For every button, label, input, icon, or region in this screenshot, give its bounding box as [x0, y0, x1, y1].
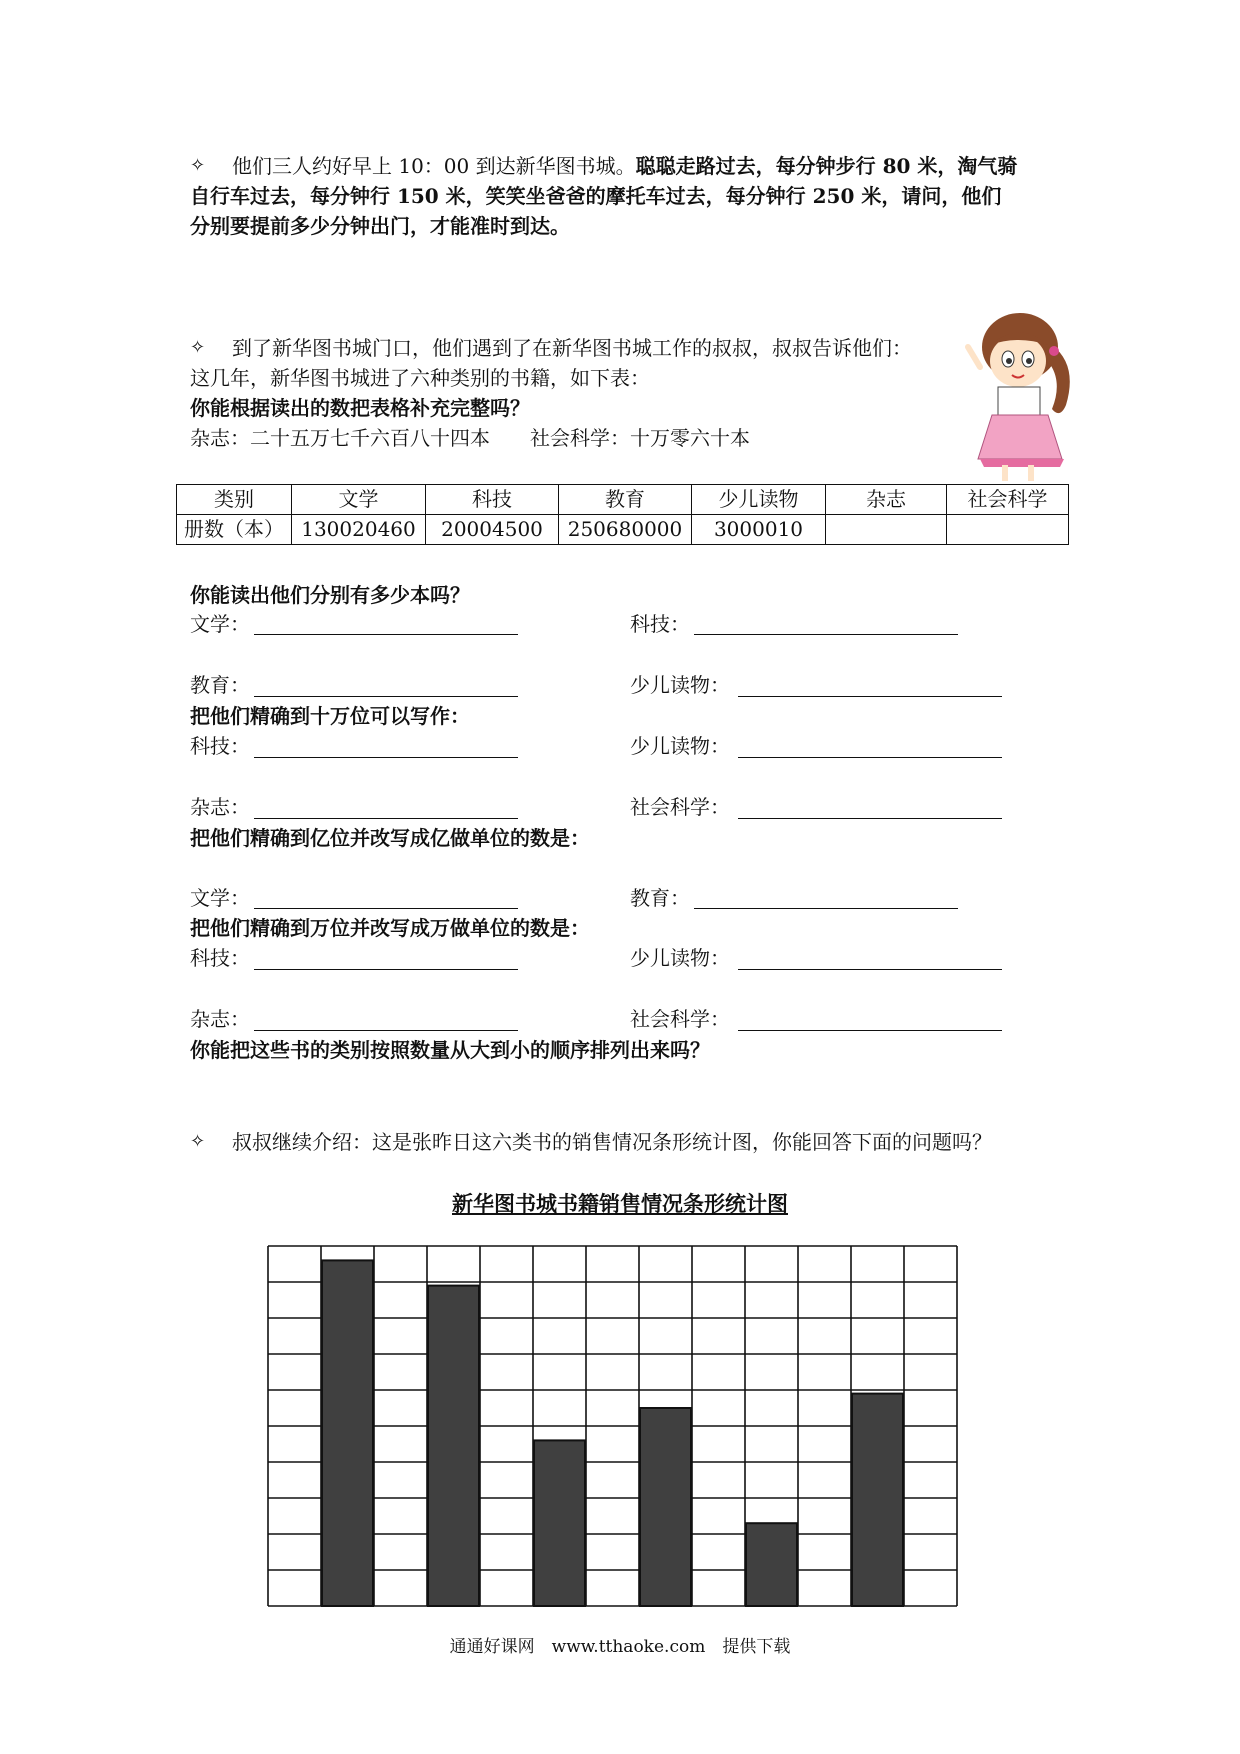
q-round-100k: 把他们精确到十万位可以写作：: [190, 704, 470, 728]
label-literature: 文学：: [190, 612, 250, 636]
books-table: [176, 484, 1069, 545]
table-cell: 250680000: [559, 515, 692, 545]
chart-title: 新华图书城书籍销售情况条形统计图: [452, 1191, 788, 1216]
q-round-wan: 把他们精确到万位并改写成万做单位的数是：: [190, 916, 590, 940]
page-footer: 通通好课网 www.tthaoke.com 提供下载: [449, 1637, 791, 1657]
answer-blank[interactable]: [254, 908, 518, 909]
problem1-line3: 分别要提前多少分钟出门，才能准时到达。: [190, 214, 570, 238]
table-cell: 130020460: [292, 515, 426, 545]
table-cell-blank[interactable]: [947, 515, 1069, 545]
table-row: [177, 515, 1069, 545]
table-cell: 3000010: [692, 515, 826, 545]
answer-blank[interactable]: [694, 634, 958, 635]
bullet-2: ✧: [190, 337, 206, 358]
table-header-cell: 教育: [559, 485, 692, 515]
answer-blank[interactable]: [254, 969, 518, 970]
label-education: 教育：: [190, 673, 250, 697]
label-social-science: 社会科学：: [630, 795, 730, 819]
answer-blank[interactable]: [738, 1030, 1002, 1031]
q-read: 你能读出他们分别有多少本吗？: [190, 583, 470, 607]
table-header-cell: 科技: [426, 485, 559, 515]
bullet-3: ✧: [190, 1131, 206, 1152]
answer-blank[interactable]: [738, 818, 1002, 819]
table-cell: 册数（本）: [177, 515, 292, 545]
table-header-cell: 社会科学: [947, 485, 1069, 515]
chart-bar: [322, 1260, 373, 1606]
label-magazine: 杂志：: [190, 1007, 250, 1031]
table-header-cell: 文学: [292, 485, 426, 515]
bar-chart: [264, 1240, 964, 1610]
table-cell-blank[interactable]: [826, 515, 947, 545]
answer-blank[interactable]: [254, 818, 518, 819]
problem1-line2: 自行车过去，每分钟行 150 米，笑笑坐爸爸的摩托车过去，每分钟行 250 米，请问，他们: [190, 184, 1002, 208]
label-children: 少儿读物：: [630, 673, 730, 697]
answer-blank[interactable]: [254, 696, 518, 697]
answer-blank[interactable]: [254, 1030, 518, 1031]
table-cell: 20004500: [426, 515, 559, 545]
answer-blank[interactable]: [738, 757, 1002, 758]
table-header-cell: 类别: [177, 485, 292, 515]
bullet-1: ✧: [190, 155, 206, 176]
label-children: 少儿读物：: [630, 946, 730, 970]
girl-illustration: [940, 305, 1080, 485]
problem1-line1-bold: 聪聪走路过去，每分钟步行 80 米，淘气骑: [635, 154, 1018, 178]
chart-bar: [746, 1523, 797, 1606]
q-round-yi: 把他们精确到亿位并改写成亿做单位的数是：: [190, 826, 590, 850]
problem1-line1: [232, 152, 1017, 180]
problem2-question: 你能根据读出的数把表格补充完整吗？: [190, 396, 530, 420]
label-education: 教育：: [630, 886, 690, 910]
label-magazine: 杂志：: [190, 795, 250, 819]
label-tech: 科技：: [190, 946, 250, 970]
answer-blank[interactable]: [738, 969, 1002, 970]
label-tech: 科技：: [630, 612, 690, 636]
table-header-row: [177, 485, 1069, 515]
table-header-cell: 杂志: [826, 485, 947, 515]
problem3-intro: 叔叔继续介绍：这是张昨日这六类书的销售情况条形统计图，你能回答下面的问题吗？: [232, 1130, 992, 1154]
chart-bar: [428, 1286, 479, 1606]
chart-bar: [640, 1408, 691, 1606]
problem1-line1-normal: 他们三人约好早上 10：00 到达新华图书城。: [232, 154, 636, 178]
problem2-read-line: 杂志：二十五万七千六百八十四本 社会科学：十万零六十本: [190, 426, 750, 450]
label-tech: 科技：: [190, 734, 250, 758]
label-social-science: 社会科学：: [630, 1007, 730, 1031]
answer-blank[interactable]: [254, 634, 518, 635]
answer-blank[interactable]: [694, 908, 958, 909]
problem2-intro1: 到了新华图书城门口，他们遇到了在新华图书城工作的叔叔，叔叔告诉他们：: [232, 336, 912, 360]
answer-blank[interactable]: [738, 696, 1002, 697]
problem2-intro2: 这几年，新华图书城进了六种类别的书籍，如下表：: [190, 366, 650, 390]
q-order: 你能把这些书的类别按照数量从大到小的顺序排列出来吗？: [190, 1038, 710, 1062]
label-children: 少儿读物：: [630, 734, 730, 758]
chart-bar: [852, 1394, 903, 1606]
table-header-cell: 少儿读物: [692, 485, 826, 515]
chart-bar: [534, 1440, 585, 1606]
label-literature: 文学：: [190, 886, 250, 910]
answer-blank[interactable]: [254, 757, 518, 758]
